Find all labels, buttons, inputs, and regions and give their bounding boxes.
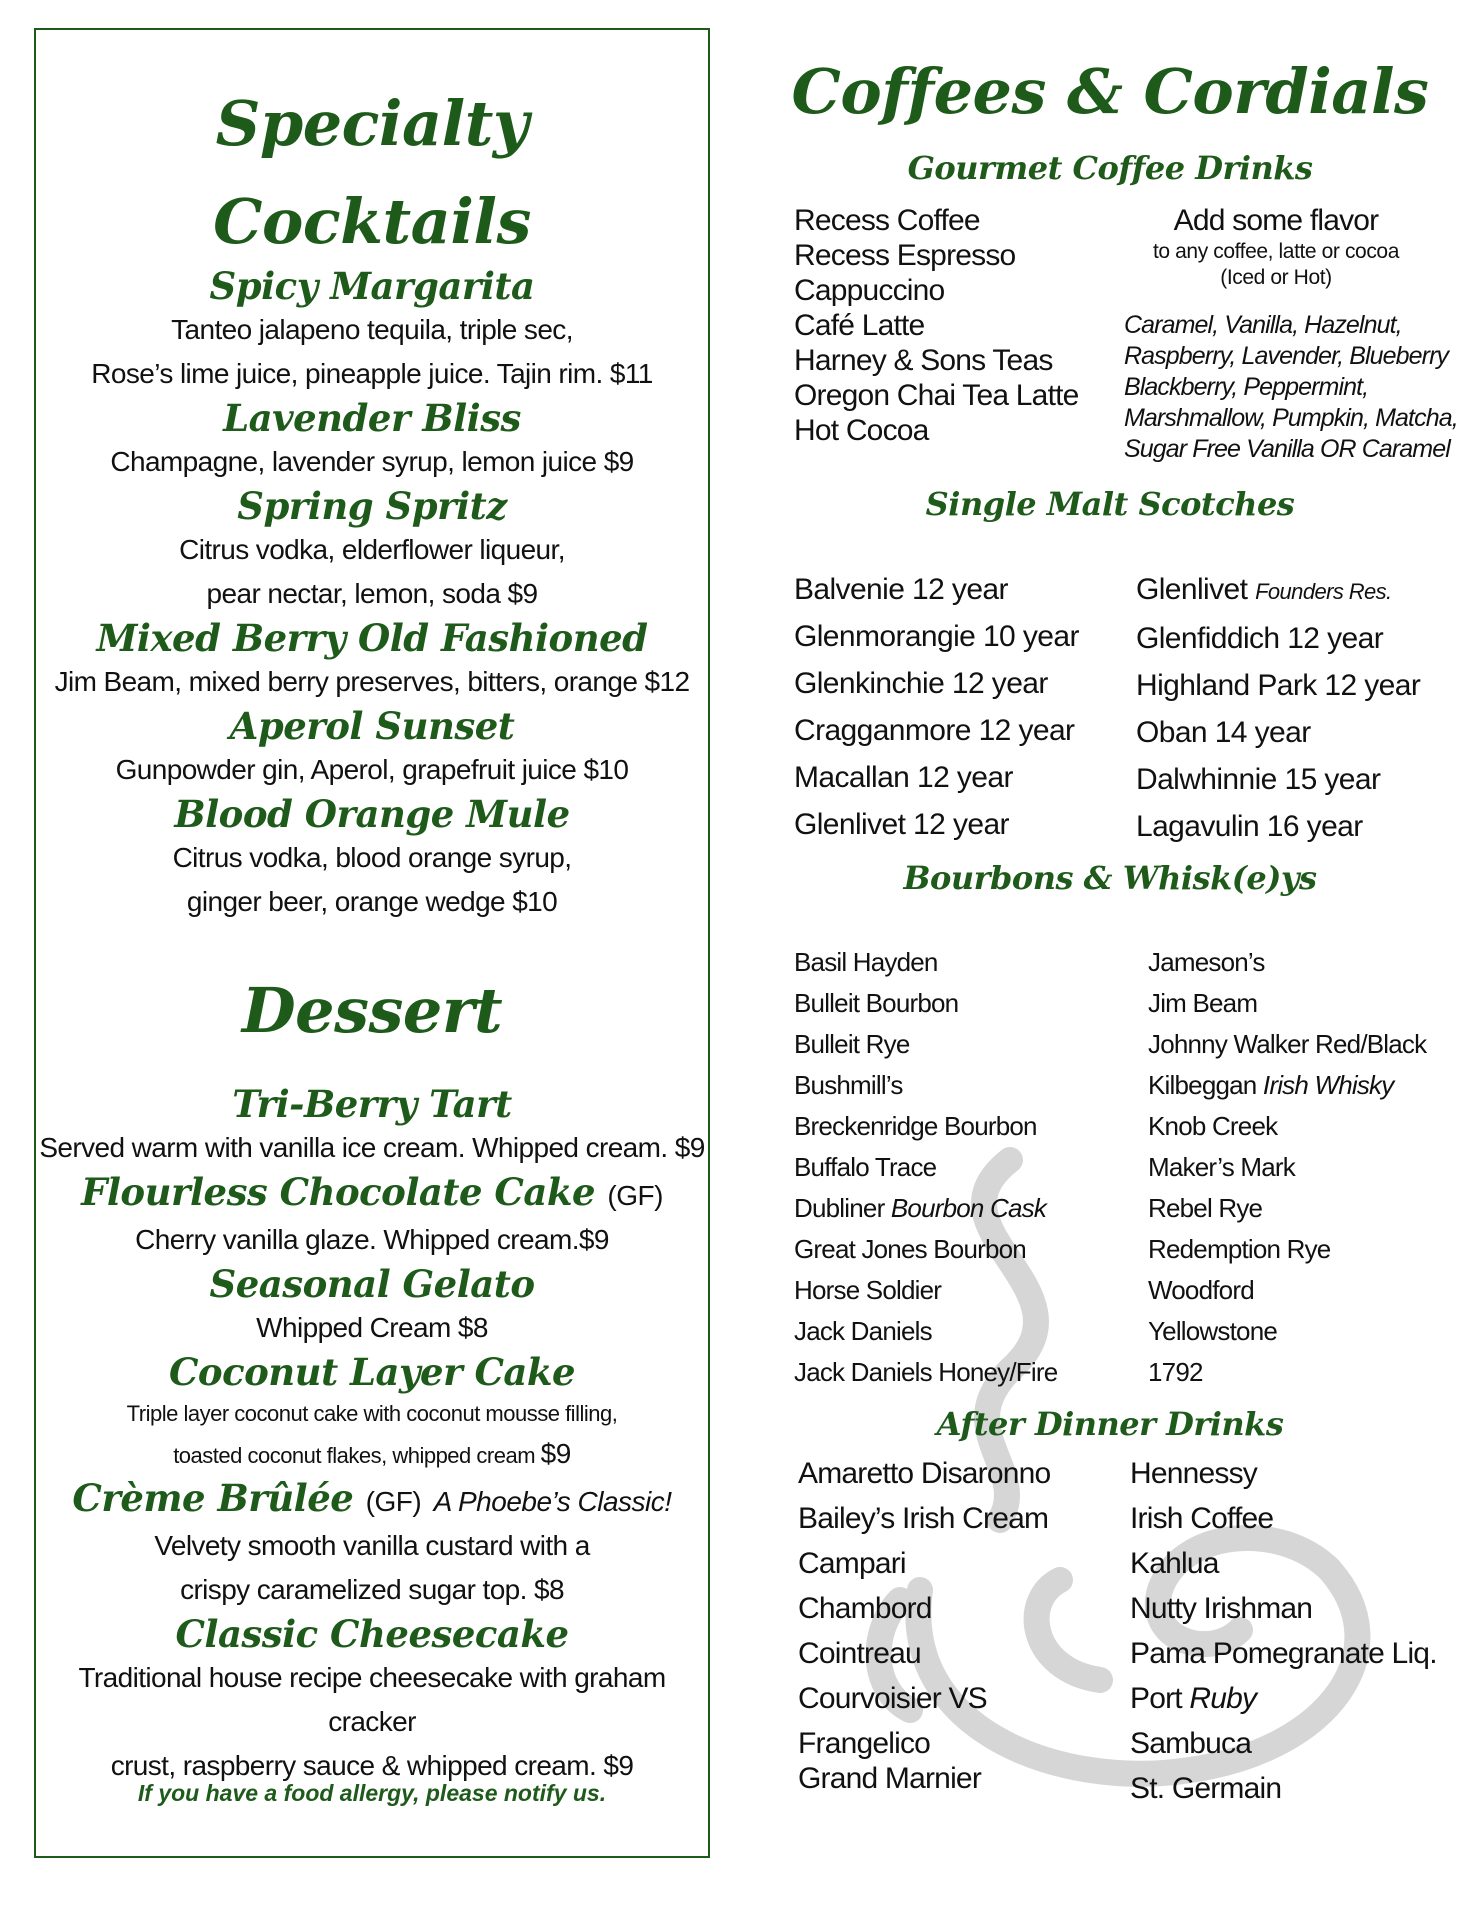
bourbon-item: Bulleit Rye — [794, 1029, 910, 1059]
after-dinner-item: Frangelico — [798, 1727, 931, 1760]
coffee-item: Cappuccino — [794, 274, 945, 307]
coffees-cordials-title: Coffees & Cordials — [791, 55, 1429, 128]
bourbon-item: Yellowstone — [1148, 1316, 1278, 1346]
after-dinner-item: Campari — [798, 1547, 906, 1580]
dessert-name-row — [36, 1170, 708, 1218]
after-dinner-note: Ruby — [1189, 1682, 1257, 1715]
coffee-heading: Gourmet Coffee Drinks — [907, 149, 1313, 187]
after-dinner-item: Bailey’s Irish Cream — [798, 1502, 1049, 1535]
scotch-list-left — [794, 566, 1079, 848]
cocktail-desc: ginger beer, orange wedge $10 — [186, 886, 558, 917]
dessert-name: Flourless Chocolate Cake — [81, 1170, 595, 1214]
specialty-title-line1: Specialty — [215, 87, 529, 160]
bourbon-item: Basil Hayden — [794, 947, 938, 977]
flavor-line: Blackberry, Peppermint, — [1124, 373, 1369, 401]
scotch-item: Cragganmore 12 year — [794, 714, 1075, 747]
dessert-name-row — [36, 1476, 708, 1524]
gluten-free-tag: (GF) — [365, 1486, 422, 1517]
cocktail-desc: Tanteo jalapeno tequila, triple sec, — [171, 314, 573, 345]
gluten-free-tag: (GF) — [607, 1180, 663, 1211]
bourbon-heading: Bourbons & Whisk(e)ys — [903, 859, 1317, 897]
bourbon-item: Dubliner — [794, 1193, 885, 1223]
bourbon-item: Redemption Rye — [1148, 1234, 1331, 1264]
cocktail-name: Lavender Bliss — [223, 396, 521, 440]
dessert-desc: Cherry vanilla glaze. Whipped cream.$9 — [135, 1224, 609, 1255]
cocktail-name: Aperol Sunset — [229, 704, 515, 748]
bourbon-item: Breckenridge Bourbon — [794, 1111, 1037, 1141]
flavor-line: Sugar Free Vanilla OR Caramel — [1124, 435, 1450, 463]
bourbon-item: Buffalo Trace — [794, 1152, 937, 1182]
scotch-item: Balvenie 12 year — [794, 573, 1008, 606]
cocktail-name: Mixed Berry Old Fashioned — [96, 616, 648, 660]
scotch-item: Glenkinchie 12 year — [794, 667, 1048, 700]
after-dinner-item: Sambuca — [1130, 1727, 1252, 1760]
coffee-item: Harney & Sons Teas — [794, 344, 1053, 377]
cocktail-list — [36, 264, 708, 924]
after-dinner-item: Nutty Irishman — [1130, 1592, 1313, 1625]
scotch-item: Glenlivet — [1136, 573, 1248, 606]
bourbon-item: Horse Soldier — [794, 1275, 942, 1305]
cocktail-name: Spring Spritz — [237, 484, 507, 528]
coffee-item: Café Latte — [794, 309, 925, 342]
bourbon-item: Kilbeggan — [1148, 1070, 1257, 1100]
dessert-desc: toasted coconut flakes, whipped cream — [173, 1443, 536, 1468]
after-dinner-item-row — [1130, 1676, 1437, 1721]
scotch-item-row — [1136, 566, 1420, 615]
dessert-name: Coconut Layer Cake — [168, 1350, 576, 1394]
scotch-item: Oban 14 year — [1136, 716, 1311, 749]
after-dinner-item: Chambord — [798, 1592, 932, 1625]
after-dinner-item: Cointreau — [798, 1637, 921, 1670]
bourbon-item: Great Jones Bourbon — [794, 1234, 1026, 1264]
scotch-list-right — [1136, 566, 1420, 850]
allergy-note: If you have a food allergy, please notify us. — [137, 1780, 607, 1806]
cocktail-desc: Rose’s lime juice, pineapple juice. Tajin rim. $11 — [91, 358, 653, 389]
flavor-subtitle: to any coffee, latte or cocoa — [1152, 240, 1399, 263]
dessert-desc: crispy caramelized sugar top. $8 — [180, 1574, 564, 1605]
cocktail-name: Spicy Margarita — [209, 264, 535, 308]
dessert-title: Dessert — [241, 974, 503, 1047]
bourbon-note: Irish Whisky — [1262, 1070, 1394, 1100]
flavor-box — [1126, 203, 1426, 291]
bourbon-item: Maker’s Mark — [1148, 1152, 1295, 1182]
dessert-desc: Served warm with vanilla ice cream. Whipped cream. $9 — [39, 1132, 705, 1163]
after-dinner-item: Port — [1130, 1682, 1182, 1715]
flavor-title: Add some flavor — [1173, 204, 1379, 237]
bourbon-note: Bourbon Cask — [890, 1193, 1047, 1223]
after-dinner-item: Courvoisier VS — [798, 1682, 987, 1715]
after-dinner-item: Kahlua — [1130, 1547, 1219, 1580]
coffee-item: Hot Cocoa — [794, 414, 929, 447]
after-dinner-item: Grand Marnier — [798, 1762, 982, 1795]
flavor-list — [1124, 310, 1458, 465]
scotch-item: Glenmorangie 10 year — [794, 620, 1079, 653]
dessert-desc: crust, raspberry sauce & whipped cream. $9 — [110, 1750, 634, 1781]
bourbon-item: Johnny Walker Red/Black — [1148, 1029, 1427, 1059]
dessert-name: Classic Cheesecake — [175, 1612, 569, 1656]
bourbon-item: Jack Daniels Honey/Fire — [794, 1357, 1058, 1387]
flavor-line: Caramel, Vanilla, Hazelnut, — [1124, 311, 1402, 339]
specialty-panel — [34, 28, 710, 1858]
bourbon-item: Jack Daniels — [794, 1316, 932, 1346]
after-dinner-item: St. Germain — [1130, 1772, 1282, 1805]
scotch-item: Glenlivet 12 year — [794, 808, 1009, 841]
bourbon-item: Jameson’s — [1148, 947, 1265, 977]
dessert-desc: Whipped Cream $8 — [256, 1312, 488, 1343]
cocktail-name: Blood Orange Mule — [174, 792, 570, 836]
bourbon-item: Bushmill’s — [794, 1070, 903, 1100]
scotch-note: Founders Res. — [1255, 579, 1392, 604]
coffee-drink-list — [794, 203, 1079, 448]
coffee-item: Recess Espresso — [794, 239, 1016, 272]
scotch-item: Glenfiddich 12 year — [1136, 622, 1384, 655]
after-dinner-heading: After Dinner Drinks — [936, 1405, 1284, 1443]
bourbon-item: 1792 — [1148, 1357, 1203, 1387]
scotch-item: Macallan 12 year — [794, 761, 1013, 794]
flavor-line: Marshmallow, Pumpkin, Matcha, — [1124, 404, 1458, 432]
after-dinner-item: Hennessy — [1130, 1457, 1258, 1490]
bourbon-item: Jim Beam — [1148, 988, 1258, 1018]
bourbon-item: Woodford — [1148, 1275, 1254, 1305]
cocktail-desc: Gunpowder gin, Aperol, grapefruit juice $10 — [115, 754, 629, 785]
scotch-item: Highland Park 12 year — [1136, 669, 1421, 702]
cocktail-desc: Citrus vodka, elderflower liqueur, — [179, 534, 565, 565]
scotch-item: Lagavulin 16 year — [1136, 810, 1363, 843]
cocktail-desc: pear nectar, lemon, soda $9 — [206, 578, 538, 609]
dessert-desc: Triple layer coconut cake with coconut mousse filling, — [126, 1401, 618, 1426]
after-dinner-item: Pama Pomegranate Liq. — [1130, 1637, 1437, 1670]
cocktail-desc: Jim Beam, mixed berry preserves, bitters, orange $12 — [54, 666, 690, 697]
bourbon-item: Knob Creek — [1148, 1111, 1278, 1141]
cocktail-desc: Champagne, lavender syrup, lemon juice $9 — [110, 446, 634, 477]
coffee-item: Oregon Chai Tea Latte — [794, 379, 1079, 412]
bourbon-item: Bulleit Bourbon — [794, 988, 959, 1018]
scotch-heading: Single Malt Scotches — [925, 485, 1295, 523]
dessert-desc-row — [36, 1434, 708, 1476]
dessert-name: Seasonal Gelato — [209, 1262, 535, 1306]
dessert-desc: Traditional house recipe cheesecake with graham cracker — [78, 1662, 666, 1737]
after-dinner-list-left — [798, 1451, 1050, 1801]
coffee-item: Recess Coffee — [794, 204, 980, 237]
cocktail-desc: Citrus vodka, blood orange syrup, — [172, 842, 572, 873]
dessert-name: Tri-Berry Tart — [232, 1082, 512, 1126]
bourbon-list-left — [794, 942, 1057, 1393]
after-dinner-list-right — [1130, 1451, 1437, 1811]
bourbon-item: Rebel Rye — [1148, 1193, 1263, 1223]
dessert-price: $9 — [540, 1438, 571, 1469]
bourbon-item-row — [794, 1188, 1057, 1229]
dessert-name: Crème Brûlée — [72, 1476, 354, 1520]
after-dinner-item: Amaretto Disaronno — [798, 1457, 1051, 1490]
flavor-subtitle: (Iced or Hot) — [1220, 266, 1332, 289]
dessert-list — [36, 1082, 708, 1788]
after-dinner-item: Irish Coffee — [1130, 1502, 1274, 1535]
specialty-title-line2: Cocktails — [213, 185, 531, 258]
dessert-desc: Velvety smooth vanilla custard with a — [154, 1530, 590, 1561]
scotch-item: Dalwhinnie 15 year — [1136, 763, 1381, 796]
bourbon-list-right — [1148, 942, 1426, 1393]
bourbon-item-row — [1148, 1065, 1426, 1106]
dessert-note: A Phoebe’s Classic! — [433, 1486, 672, 1517]
flavor-line: Raspberry, Lavender, Blueberry — [1124, 342, 1449, 370]
